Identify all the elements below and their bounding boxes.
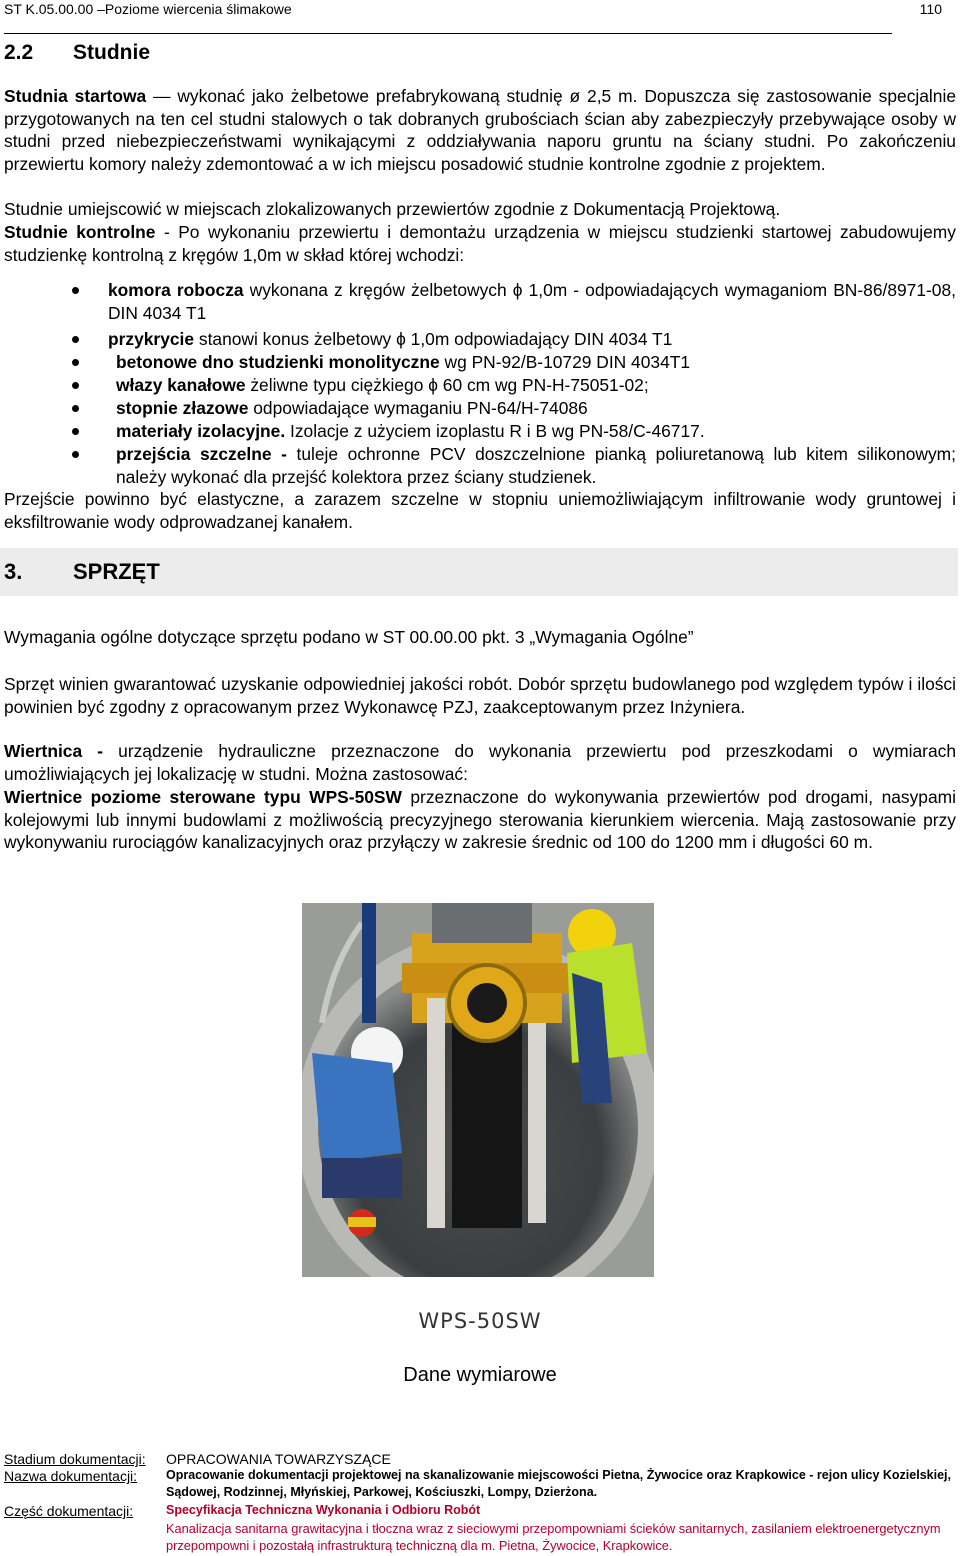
list-item-term: materiały izolacyjne. — [116, 421, 286, 441]
list-item — [0, 328, 960, 351]
list-item — [0, 397, 960, 420]
list-item — [0, 420, 960, 443]
bullet-icon — [72, 405, 79, 412]
term-studnia-startowa: Studnia startowa — [4, 86, 147, 106]
section-heading-3 — [0, 548, 958, 596]
section-number: 2.2 — [4, 41, 34, 64]
paragraph-studnie-kontrolne — [4, 221, 956, 266]
footer-label: Nazwa dokumentacji: — [4, 1468, 138, 1484]
list-item — [0, 351, 960, 374]
paragraph-wymagania-ogolne: Wymagania ogólne dotyczące sprzętu podano w ST 00.00.00 pkt. 3 „Wymagania Ogólne” — [4, 627, 694, 647]
section-number: 3. — [4, 559, 23, 584]
list-item — [0, 443, 960, 489]
paragraph-studnia-startowa — [4, 85, 956, 175]
bullet-icon — [72, 382, 79, 389]
document-header-title: ST K.05.00.00 –Poziome wiercenia ślimakowe — [4, 1, 292, 17]
footer-nazwa-label — [4, 1468, 137, 1485]
figure-caption-text: Dane wymiarowe — [403, 1364, 557, 1386]
footer-czesc-label — [4, 1503, 133, 1520]
footer-nazwa-value: Opracowanie dokumentacji projektowej na skanalizowanie miejscowości Pietna, Żywocice oraz Krapkowice - rejon ulicy Kozielskiej, Sądowej, Rodzinnej, Młyńskiej, Parkowej, Kościuszki, Lompy, Dzierżona. — [166, 1468, 951, 1499]
list-item-term: przykrycie — [108, 329, 195, 349]
paragraph-sprzet: Sprzęt winien gwarantować uzyskanie odpowiedniej jakości robót. Dobór sprzętu budowlanego pod względem typów i ilości powinien być zgodny z opracowanym przez Wykonawcę PZJ, zaakceptowanym przez Inżyniera. — [4, 674, 956, 717]
list-item-text: wg PN-92/B-10729 DIN 4034T1 — [439, 352, 691, 372]
footer-stadium-label — [4, 1451, 146, 1468]
paragraph-text: urządzenie hydrauliczne przeznaczone do wykonania przewiertu pod przeszkodami o wymiarach umożliwiających jej lokalizację w studni. Można zastosować: — [4, 741, 956, 784]
paragraph-text: Po zakończeniu przewiertu komory należy zdemontować a w ich miejscu posadowić studnie kontrolne zgodnie z projektem. — [4, 131, 956, 174]
list-item-text: stanowi konus żelbetowy ϕ 1,0m odpowiadający DIN 4034 T1 — [194, 329, 673, 349]
paragraph-wiertnice-wps — [4, 786, 956, 854]
bullet-icon — [72, 451, 79, 458]
section-title: SPRZĘT — [73, 559, 160, 584]
list-item-term: włazy kanałowe — [116, 375, 246, 395]
paragraph-text: - Po wykonaniu przewiertu i demontażu urządzenia w miejscu studzienki startowej zabudowujemy studzienkę kontrolną z kręgów 1,0m w skład której wchodzi: — [4, 222, 956, 265]
footer-label: Stadium dokumentacji: — [4, 1451, 146, 1467]
term-wiertnica: Wiertnica - — [4, 741, 104, 761]
paragraph-location: Studnie umiejscowić w miejscach zlokalizowanych przewiertów zgodnie z Dokumentacją Projektową. — [4, 199, 781, 219]
paragraph-przejscie: Przejście powinno być elastyczne, a zarazem szczelne w stopniu uniemożliwiającym infiltrowanie wody gruntowej i eksfiltrowanie wody odprowadzanej kanałem. — [4, 489, 956, 532]
list-item — [0, 374, 960, 397]
drilling-rig-illustration — [302, 903, 654, 1277]
list-item-term: przejścia szczelne - — [116, 444, 287, 464]
section-heading-2-2 — [4, 40, 150, 66]
list-item-text: Izolacje z użyciem izoplastu R i B wg PN-58/C-46717. — [285, 421, 705, 441]
list-item-text: wykonana z kręgów żelbetowych ϕ 1,0m - odpowiadających wymaganiom BN-86/8971-08, DIN 4034 T1 — [108, 280, 956, 323]
list-item-term: komora robocza — [108, 280, 244, 300]
paragraph-text: — wykonać jako żelbetowe prefabrykowaną studnię ø 2,5 m. Dopuszcza się zastosowanie specjalnie przygotowanych na ten cel studni stalowych o tak dobranych grubościach ścian aby zabezpieczyły przebywające osoby w studni przed niebezpieczeństwami wynikającymi z oddziaływania naporu gruntu na ściany studni. — [4, 86, 956, 151]
list-item — [0, 279, 960, 325]
footer-stadium-value: OPRACOWANIA TOWARZYSZĄCE — [166, 1451, 391, 1467]
list-item-text: odpowiadające wymaganiu PN-64/H-74086 — [248, 398, 588, 418]
footer-czesc-title: Specyfikacja Techniczna Wykonania i Odbioru Robót — [166, 1503, 481, 1517]
list-item-text: żeliwne typu ciężkiego ϕ 60 cm wg PN-H-75051-02; — [245, 375, 649, 395]
header-divider — [4, 33, 892, 34]
term-studnie-kontrolne: Studnie kontrolne — [4, 222, 156, 242]
page-number: 110 — [919, 1, 942, 17]
bullet-icon — [72, 287, 79, 294]
bullet-icon — [72, 359, 79, 366]
footer-label: Część dokumentacji: — [4, 1503, 134, 1519]
drilling-rig-photo — [302, 903, 654, 1277]
paragraph-text: przeznaczone do wykonywania przewiertów pod drogami, nasypami kolejowymi lub innymi budowlami z możliwością precyzyjnego sterowania kierunkiem wiercenia. Mają zastosowanie przy wykonywaniu rurociągów kanalizacyjnych oraz przyłączy w zakresie średnic od 100 do 1200 mm i długości 60 m. — [4, 787, 956, 852]
paragraph-wiertnica — [4, 740, 956, 785]
section-title: Studnie — [73, 41, 150, 64]
footer-czesc-text: Kanalizacja sanitarna grawitacyjna i tłoczna wraz z sieciowymi przepompowniami ścieków sanitarnych, zasilaniem elektroenergetycznym przepompowni i pozostałą infrastrukturą techniczną dla m. Pietna, Żywocice, Krapkowice. — [166, 1521, 941, 1553]
bullet-icon — [72, 336, 79, 343]
term-wiertnice-wps: Wiertnice poziome sterowane typu WPS-50SW — [4, 787, 402, 807]
list-item-text: tuleje ochronne PCV doszczelnione pianką poliuretanową lub kitem silikonowym; należy wykonać dla przejść kolektora przez ściany studzienek. — [116, 444, 956, 487]
list-item-term: betonowe dno studzienki monolityczne — [116, 352, 440, 372]
list-item-term: stopnie złazowe — [116, 398, 249, 418]
figure-caption-model: WPS-50SW — [418, 1309, 542, 1333]
components-bullet-list — [0, 279, 960, 489]
bullet-icon — [72, 428, 79, 435]
